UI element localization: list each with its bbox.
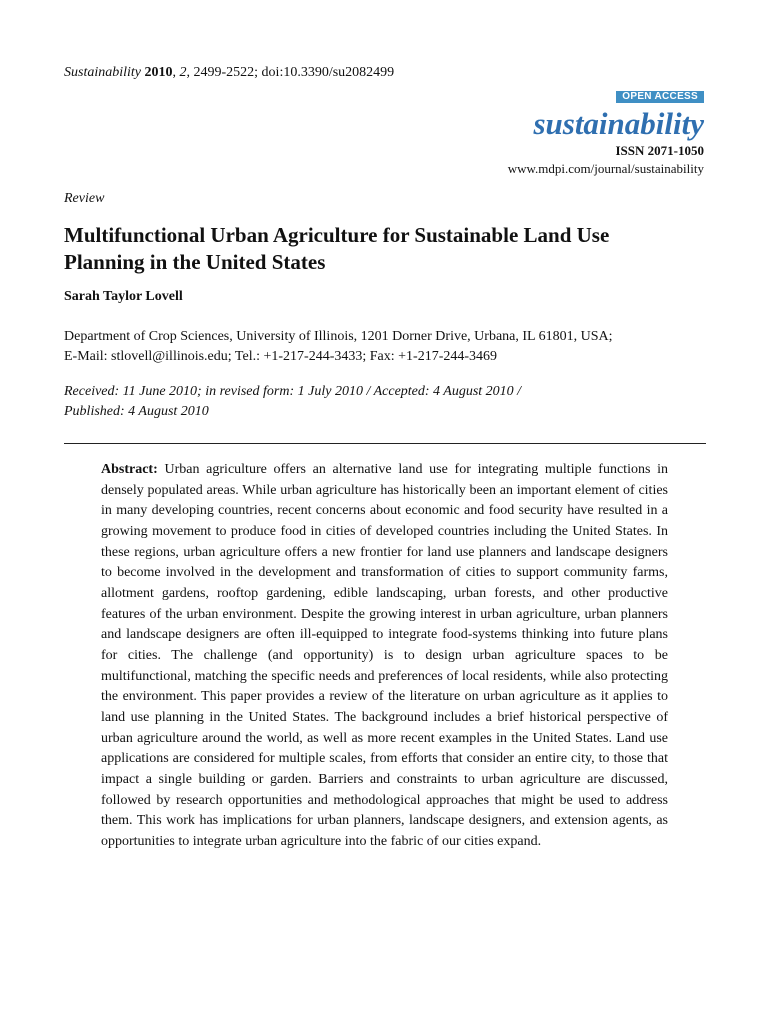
journal-url[interactable]: www.mdpi.com/journal/sustainability <box>507 161 704 176</box>
journal-title: sustainability <box>533 106 704 141</box>
citation-volume: 2 <box>179 65 187 80</box>
header-divider <box>64 443 706 444</box>
citation-journal: Sustainability <box>64 65 141 80</box>
contact-line: E-Mail: stlovell@illinois.edu; Tel.: +1-217-244-3433; Fax: +1-217-244-3469 <box>64 349 498 364</box>
publication-dates <box>64 382 521 422</box>
abstract-text: Urban agriculture offers an alternative land use for integrating multiple functions in densely populated areas. While urban agriculture has historically been an important element of cities in many developing countries, recent concerns about economic and food security have resulted in a growing movement to produce food in cities of developed countries including the United States. In these regions, urban agriculture offers a new frontier for land use planners and landscape designers to become involved in the development and transformation of cities to support community farms, allotment gardens, rooftop gardening, edible landscaping, urban forests, and other productive features of the urban environment. Despite the growing interest in urban agriculture, urban planners and landscape designers are often ill-equipped to integrate food-systems thinking into future plans for cities. The challenge (and opportunity) is to design urban agriculture spaces to be multifunctional, matching the specific needs and preferences of local residents, while also protecting the environment. This paper provides a review of the literature on urban agriculture as it applies to land use planning in the United States. The background includes a brief historical perspective of urban agriculture around the world, as well as more recent examples in the United States. Land use applications are considered for multiple scales, from efforts that consider an entire city, to those that impact a single building or garden. Barriers and constraints to urban agriculture are discussed, followed by research opportunities and methodological approaches that might be used to address them. This work has implications for urban planners, landscape designers, and extension agents, as opportunities to integrate urban agriculture into the fabric of our cities expand. <box>101 462 669 849</box>
citation-line: Sustainability 2010, 2, 2499-2522; doi:10.3390/su2082499 <box>64 65 395 80</box>
journal-issn: ISSN 2071-1050 <box>615 143 704 158</box>
paper-title-line1: Multifunctional Urban Agriculture for Sustainable Land Use <box>64 223 610 247</box>
citation-year: 2010 <box>144 65 173 80</box>
abstract-label: Abstract: <box>101 462 158 477</box>
dates-line2: Published: 4 August 2010 <box>64 404 209 419</box>
dates-line1: Received: 11 June 2010; in revised form: 1 July 2010 / Accepted: 4 August 2010 / <box>64 384 522 399</box>
paper-title <box>64 222 704 276</box>
open-access-badge: OPEN ACCESS <box>616 91 704 103</box>
author-name: Sarah Taylor Lovell <box>64 289 183 304</box>
citation-pages-doi: , 2499-2522; doi:10.3390/su2082499 <box>186 65 395 80</box>
abstract-paragraph <box>101 460 668 852</box>
author-affiliation <box>64 327 612 367</box>
paper-title-line2: Planning in the United States <box>64 250 326 274</box>
article-type: Review <box>64 191 105 206</box>
affiliation-line1: Department of Crop Sciences, University of Illinois, 1201 Dorner Drive, Urbana, IL 61801, USA; <box>64 329 613 344</box>
journal-header <box>508 86 704 178</box>
